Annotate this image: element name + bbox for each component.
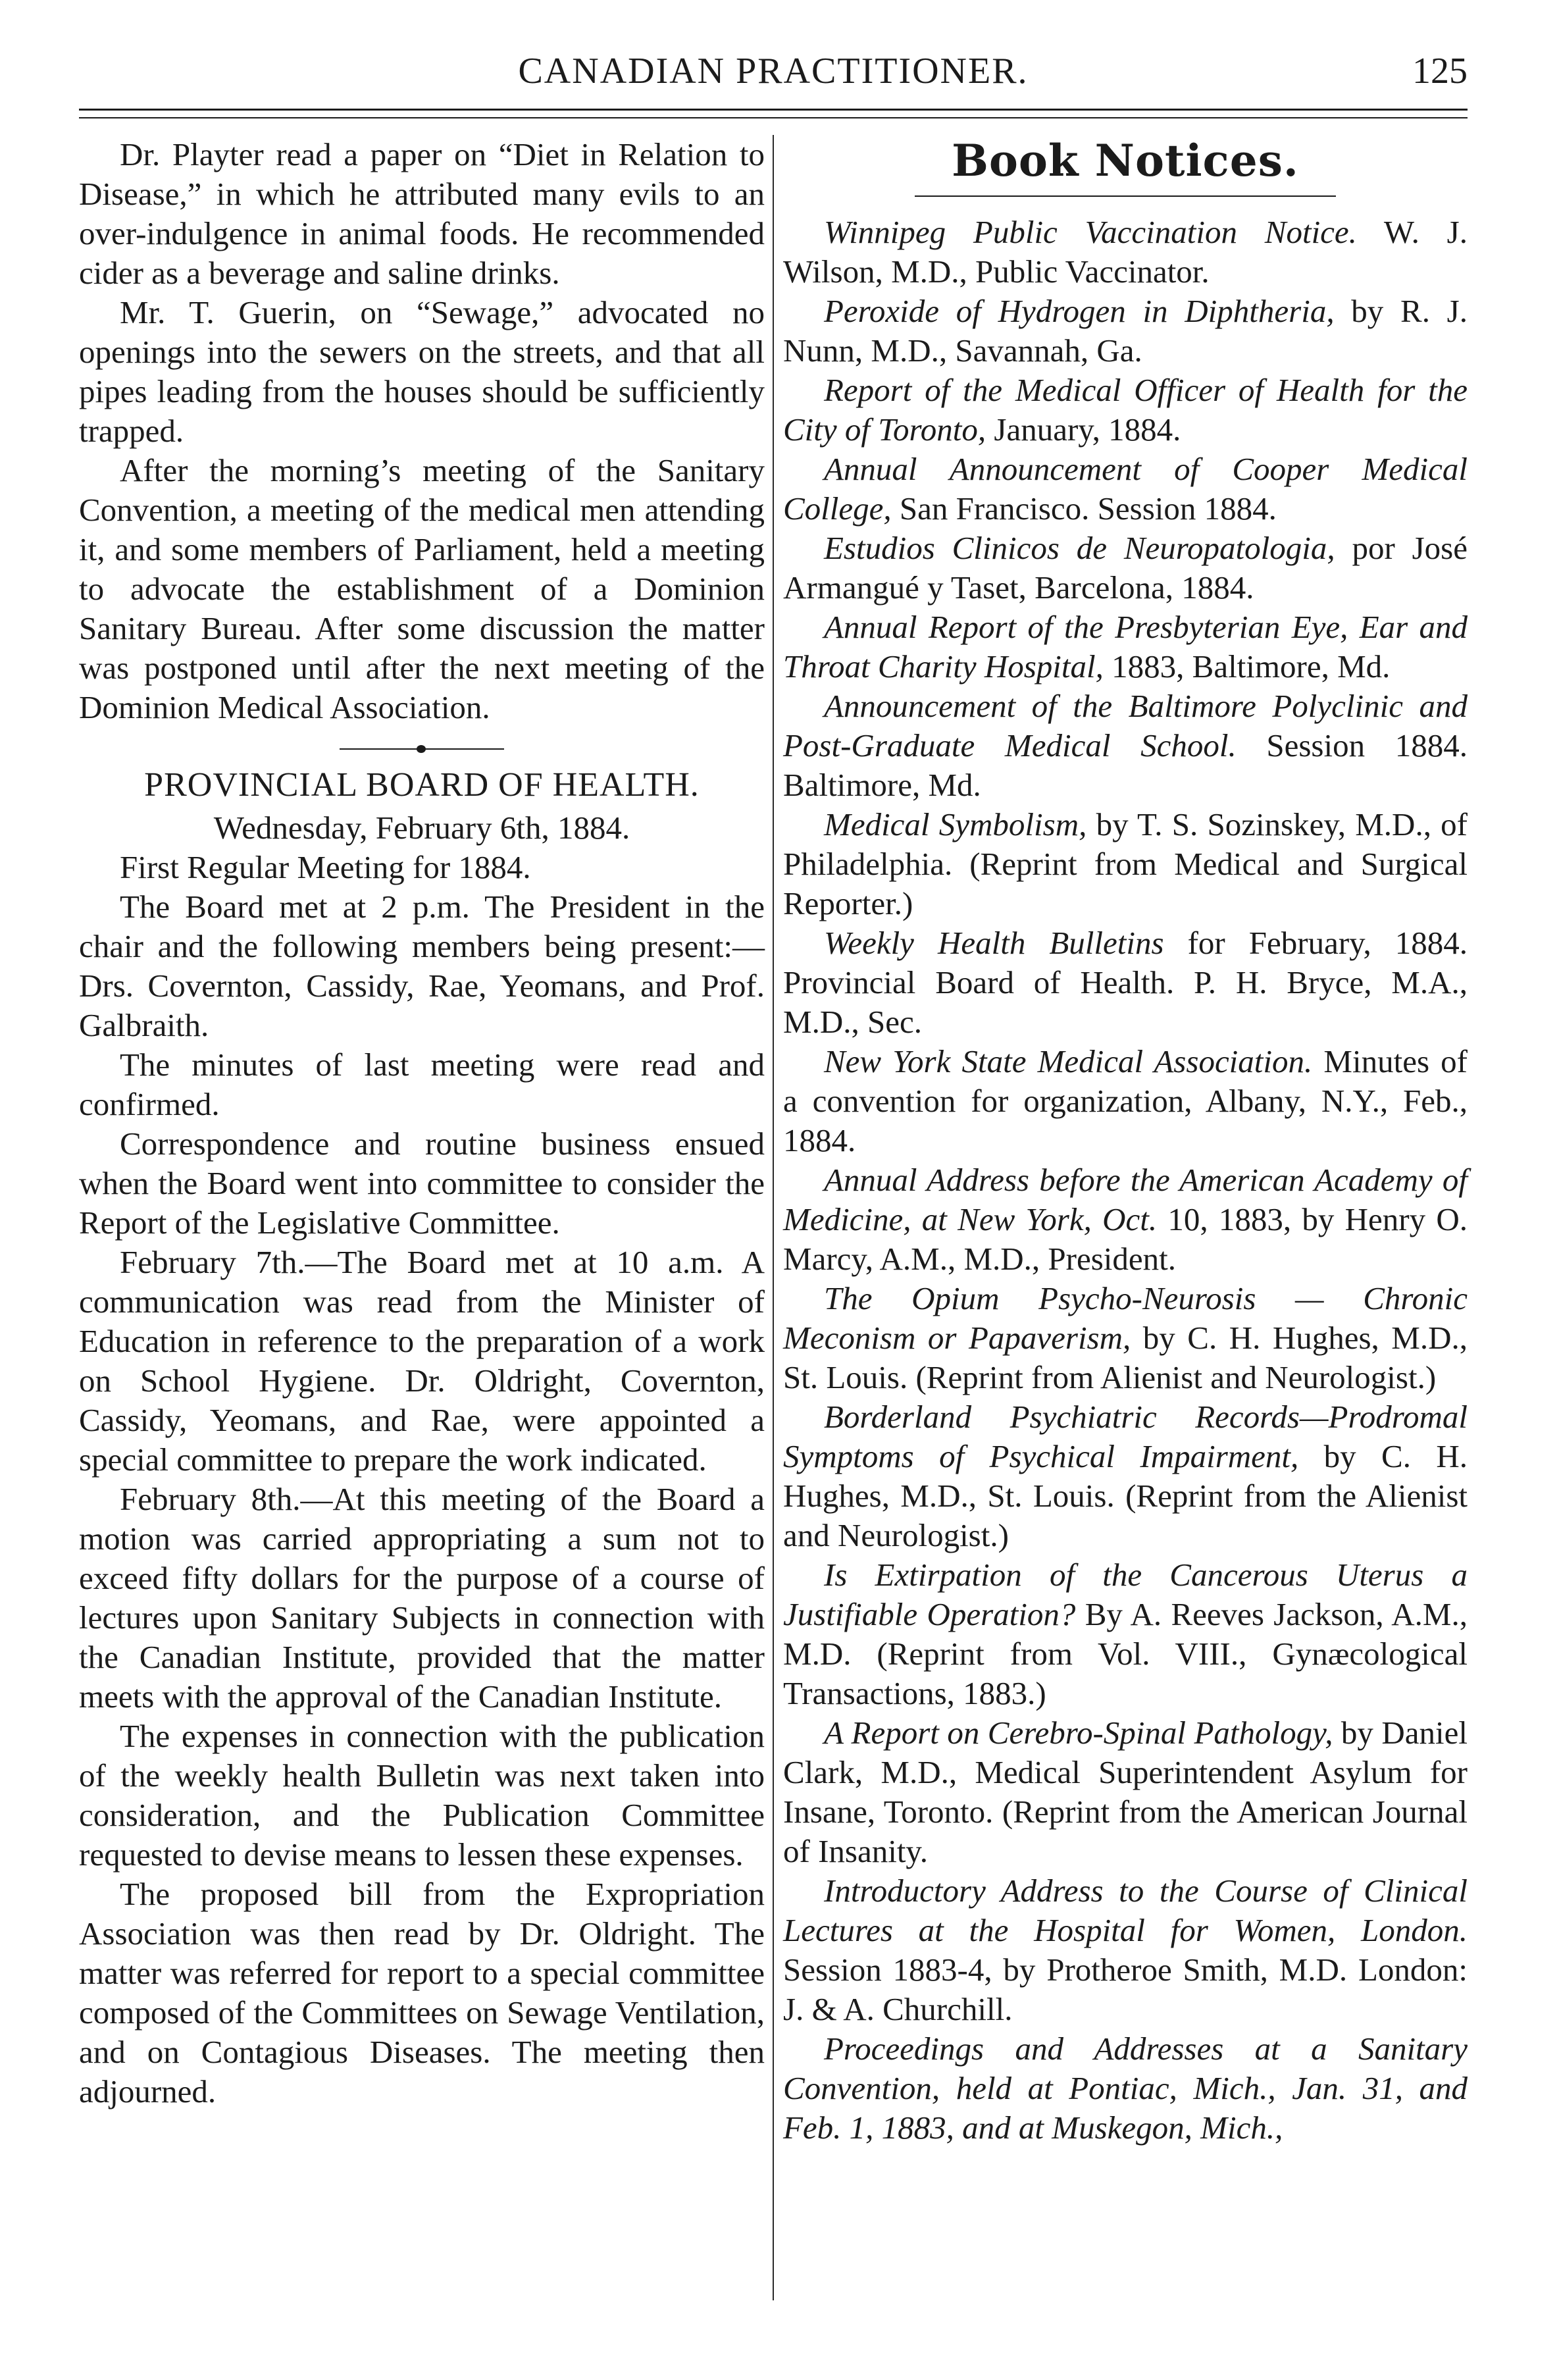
book-notice-details: by T. S. Sozinskey, M.D., of Philadelphia. (Reprint from Medical and Surgical Reporter.) — [783, 806, 1468, 921]
book-notice-entry — [783, 1279, 1468, 1397]
book-notice-details: Session 1884. Baltimore, Md. — [783, 727, 1468, 803]
header-rule-upper — [79, 109, 1468, 111]
book-notice-entry — [783, 1160, 1468, 1279]
book-notice-details: by C. H. Hughes, M.D., St. Louis. (Reprint from Alienist and Neurologist.) — [783, 1320, 1468, 1395]
book-notice-title: Borderland Psychiatric Records—Prodromal Symptoms of Psychical Impairment, — [783, 1399, 1468, 1474]
page-header — [79, 39, 1468, 99]
paragraph-sanitary-bureau: After the morning’s meeting of the Sanitary Convention, a meeting of the medical men attending it, and some members of Parliament, held a meeting to advocate the establishment of a Dominion Sanitary Bureau. After some discussion the matter was postponed until after the next meeting of the Dominion Medical Association. — [79, 452, 765, 725]
book-notice-title: Announcement of the Baltimore Polyclinic and Post-Graduate Medical School. — [783, 688, 1468, 763]
paragraph-expenses: The expenses in connection with the publication of the weekly health Bulletin was next taken into consideration, and the Publication Committee requested to devise means to lessen these expenses. — [79, 1718, 765, 1873]
section-ornament — [340, 744, 504, 754]
paragraph-diet: Dr. Playter read a paper on “Diet in Relation to Disease,” in which he attributed many evils to an over-indulgence in animal foods. He recommended cider as a beverage and saline drinks. — [79, 136, 765, 291]
book-notice-details: by R. J. Nunn, M.D., Savannah, Ga. — [783, 293, 1468, 369]
book-notice-details: 10, 1883, by Henry O. Marcy, A.M., M.D., President. — [783, 1201, 1468, 1277]
paragraph-sewage: Mr. T. Guerin, on “Sewage,” advocated no openings into the sewers on the streets, and that all pipes leading from the houses should be sufficiently trapped. — [79, 294, 765, 449]
book-notice-entry — [783, 1713, 1468, 1871]
page-number: 125 — [1412, 51, 1468, 91]
book-notice-title: Report of the Medical Officer of Health for the City of Toronto, — [783, 372, 1468, 448]
paragraph-february-8: February 8th.—At this meeting of the Board a motion was carried appropriating a sum not to exceed fifty dollars for the purpose of a course of lectures upon Sanitary Subjects in connection with the Canadian Institute, provided that the matter meets with the approval of the Canadian Institute. — [79, 1481, 765, 1715]
book-notice-details: Minutes of a convention for organization, Albany, N.Y., Feb., 1884. — [783, 1043, 1468, 1158]
section-date: Wednesday, February 6th, 1884. — [213, 810, 630, 846]
book-notice-entry — [783, 1042, 1468, 1160]
book-notice-title: Annual Announcement of Cooper Medical College, — [783, 451, 1468, 527]
book-notice-entry — [783, 923, 1468, 1042]
book-notice-title: The Opium Psycho-Neurosis — Chronic Meconism or Papaverism, — [783, 1280, 1468, 1356]
book-notice-entry — [783, 1397, 1468, 1555]
book-notices-rule — [915, 195, 1336, 197]
book-notice-title: Proceedings and Addresses at a Sanitary Convention, held at Pontiac, Mich., Jan. 31, and Feb. 1, 1883, and at Muskegon, Mich., — [783, 2031, 1468, 2146]
book-notice-details: for February, 1884. Provincial Board of Health. P. H. Bryce, M.A., M.D., Sec. — [783, 925, 1468, 1040]
book-notice-title: New York State Medical Association. — [824, 1043, 1313, 1079]
book-notice-entry — [783, 371, 1468, 450]
book-notice-title: Estudios Clinicos de Neuropatologia, — [824, 530, 1335, 566]
book-notice-entry — [783, 1555, 1468, 1713]
book-notice-title: Peroxide of Hydrogen in Diphtheria, — [824, 293, 1335, 329]
book-notice-entry — [783, 608, 1468, 686]
paragraph-expropriation: The proposed bill from the Expropriation Association was then read by Dr. Oldright. The matter was referred for report to a special committee composed of the Committees on Sewage Ventilation, and on Contagious Diseases. The meeting then adjourned. — [79, 1876, 765, 2109]
book-notice-details: by Daniel Clark, M.D., Medical Superintendent Asylum for Insane, Toronto. (Reprint from the American Journal of Insanity. — [783, 1715, 1468, 1869]
book-notice-entry — [783, 213, 1468, 292]
book-notice-details: 1883, Baltimore, Md. — [1103, 648, 1391, 685]
running-title: CANADIAN PRACTITIONER. — [518, 51, 1029, 91]
book-notice-title: A Report on Cerebro-Spinal Pathology, — [824, 1715, 1333, 1751]
book-notices-list — [783, 213, 1468, 2148]
book-notice-entry — [783, 805, 1468, 923]
book-notice-details: San Francisco. Session 1884. — [891, 490, 1277, 527]
book-notice-entry — [783, 686, 1468, 805]
book-notice-title: Winnipeg Public Vaccination Notice. — [824, 214, 1357, 250]
book-notice-title: Annual Report of the Presbyterian Eye, Ear and Throat Charity Hospital, — [783, 609, 1468, 685]
book-notice-entry — [783, 529, 1468, 608]
paragraph-minutes: The minutes of last meeting were read and confirmed. — [79, 1047, 765, 1122]
book-notice-details: por José Armangué y Taset, Barcelona, 1884. — [783, 530, 1468, 606]
right-column — [783, 135, 1468, 2148]
book-notice-details: January, 1884. — [986, 411, 1181, 448]
paragraph-board-met: The Board met at 2 p.m. The President in the chair and the following members being present:—Drs. Covernton, Cassidy, Rae, Yeomans, and Prof. Galbraith. — [79, 889, 765, 1043]
book-notices-heading: Book Notices. — [952, 135, 1299, 186]
book-notice-title: Introductory Address to the Course of Clinical Lectures at the Hospital for Women, London. — [783, 1873, 1468, 1948]
section-heading: PROVINCIAL BOARD OF HEALTH. — [144, 766, 700, 804]
book-notice-title: Medical Symbolism, — [824, 806, 1087, 842]
book-notice-details: Session 1883-4, by Protheroe Smith, M.D. London: J. & A. Churchill. — [783, 1952, 1468, 2027]
book-notice-details: W. J. Wilson, M.D., Public Vaccinator. — [783, 214, 1468, 290]
left-column — [79, 135, 765, 2111]
book-notice-entry — [783, 450, 1468, 529]
book-notice-entry — [783, 2029, 1468, 2148]
paragraph-first-meeting: First Regular Meeting for 1884. — [120, 849, 531, 885]
book-notice-details: by C. H. Hughes, M.D., St. Louis. (Reprint from the Alienist and Neurologist.) — [783, 1438, 1468, 1553]
book-notice-title: Annual Address before the American Academy of Medicine, at New York, Oct. — [783, 1162, 1468, 1237]
book-notice-title: Weekly Health Bulletins — [824, 925, 1164, 961]
header-rule-lower — [79, 117, 1468, 118]
book-notice-entry — [783, 292, 1468, 371]
book-notice-details: By A. Reeves Jackson, A.M., M.D. (Reprint from Vol. VIII., Gynæcological Transactions, 1883.) — [783, 1596, 1468, 1711]
book-notice-title: Is Extirpation of the Cancerous Uterus a Justifiable Operation? — [783, 1557, 1468, 1632]
book-notice-entry — [783, 1871, 1468, 2029]
paragraph-february-7: February 7th.—The Board met at 10 a.m. A communication was read from the Minister of Education in reference to the preparation of a work on School Hygiene. Dr. Oldright, Covernton, Cassidy, Yeomans, and Rae, were appointed a special committee to prepare the work indicated. — [79, 1244, 765, 1478]
paragraph-correspondence: Correspondence and routine business ensued when the Board went into committee to consider the Report of the Legislative Committee. — [79, 1125, 765, 1241]
column-divider — [773, 135, 774, 2300]
